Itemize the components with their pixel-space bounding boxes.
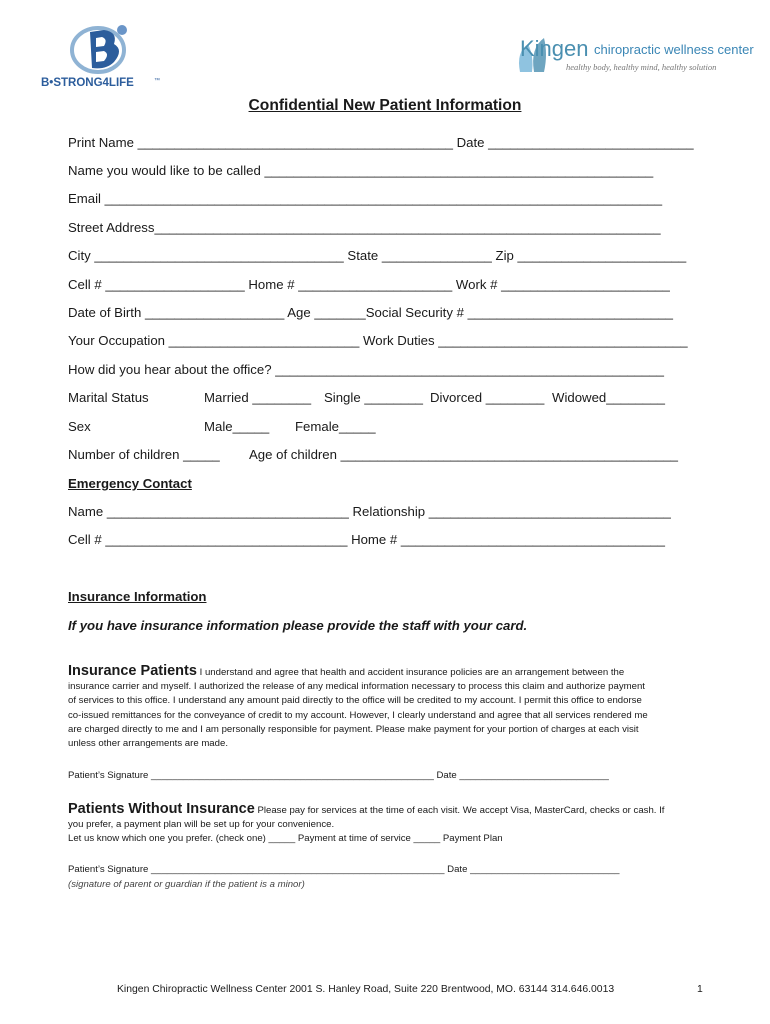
marital-married[interactable]: Married ________ [204, 390, 312, 405]
without-insurance-paragraph [68, 802, 708, 847]
emergency-name-line[interactable]: Name _________________________________ Relationship _________________________________ [68, 504, 671, 519]
marital-widowed[interactable]: Widowed________ [552, 390, 665, 405]
without-insurance-line: you prefer, a payment plan will be set up for your convenience. [68, 819, 335, 831]
insurance-patients-line: insurance carrier and myself. I authorized the release of any medical information necessary to process this claim and authorize payment [68, 681, 645, 693]
footer-address: Kingen Chiropractic Wellness Center 2001 S. Hanley Road, Suite 220 Brentwood, MO. 63144 314.646.0013 [117, 984, 615, 995]
sex-male[interactable]: Male_____ [204, 419, 270, 434]
called-name-line[interactable]: Name you would like to be called _____________________________________________________ [68, 163, 654, 178]
children-age[interactable]: Age of children ______________________________________________ [249, 447, 679, 462]
street-line[interactable]: Street Address_____________________________________________________________________ [68, 220, 661, 235]
without-insurance-heading: Patients Without Insurance [68, 801, 255, 817]
patient-signature-line-1[interactable]: Patient’s Signature _____________________________________________________ Date ____________________________ [68, 770, 609, 781]
insurance-note: If you have insurance information please provide the staff with your card. [68, 618, 528, 633]
kingen-sub: chiropractic wellness center [594, 42, 754, 57]
without-insurance-line: Please pay for services at the time of each visit. We accept Visa, MasterCard, checks or cash. If [257, 805, 665, 816]
occupation-line[interactable]: Your Occupation __________________________ Work Duties __________________________________ [68, 333, 688, 348]
sex-label: Sex [68, 419, 91, 434]
insurance-heading: Insurance Information [68, 589, 207, 604]
insurance-patients-paragraph [68, 664, 708, 751]
insurance-patients-line: unless other arrangements are made. [68, 738, 228, 750]
left-logo-tm: ™ [154, 78, 160, 84]
patient-signature-line-2[interactable]: Patient’s Signature _______________________________________________________ Date ____________________________ [68, 864, 620, 875]
marital-divorced[interactable]: Divorced ________ [430, 390, 545, 405]
print-name-line[interactable]: Print Name ___________________________________________ Date ____________________________ [68, 135, 694, 150]
left-logo-text: B•STRONG4LIFE [41, 77, 134, 89]
kingen-logo [514, 22, 759, 84]
dob-line[interactable]: Date of Birth ___________________ Age _______Social Security # ____________________________ [68, 305, 673, 320]
children-count[interactable]: Number of children _____ [68, 447, 220, 462]
insurance-patients-heading: Insurance Patients [68, 663, 197, 679]
insurance-patients-line: are charged directly to me and I am personally responsible for payment. Please make payment for your portion of charges at each visit [68, 723, 639, 735]
insurance-patients-line: I understand and agree that health and accident insurance policies are an arrangement between the [199, 667, 625, 678]
kingen-word: Kingen [520, 36, 589, 61]
page-number: 1 [697, 984, 703, 995]
emergency-heading: Emergency Contact [68, 476, 192, 491]
insurance-patients-line: of services to this office. I understand any amount paid directly to the office will be credited to my account. I permit this office to endorse [68, 695, 642, 707]
kingen-tagline: healthy body, healthy mind, healthy solution [566, 62, 717, 72]
marital-single[interactable]: Single ________ [324, 390, 423, 405]
emergency-cell-line[interactable]: Cell # _________________________________ Home # ____________________________________ [68, 532, 665, 547]
city-line[interactable]: City __________________________________ State _______________ Zip _______________________ [68, 248, 687, 263]
guardian-note: (signature of parent or guardian if the patient is a minor) [68, 879, 305, 890]
payment-choice-line[interactable]: Let us know which one you prefer. (check one) _____ Payment at time of service _____ Payment Plan [68, 833, 503, 845]
marital-label: Marital Status [68, 390, 149, 405]
insurance-patients-line: co-issued remittances for the conveyance of credit to my account. However, I clearly understand and agree that all services rendered me [68, 709, 648, 721]
cell-line[interactable]: Cell # ___________________ Home # _____________________ Work # _______________________ [68, 277, 670, 292]
page-title: Confidential New Patient Information [248, 97, 522, 114]
hear-line[interactable]: How did you hear about the office? _____________________________________________________ [68, 362, 664, 377]
sex-female[interactable]: Female_____ [295, 419, 376, 434]
email-line[interactable]: Email ____________________________________________________________________________ [68, 191, 663, 206]
bstrong4life-logo [38, 22, 168, 92]
